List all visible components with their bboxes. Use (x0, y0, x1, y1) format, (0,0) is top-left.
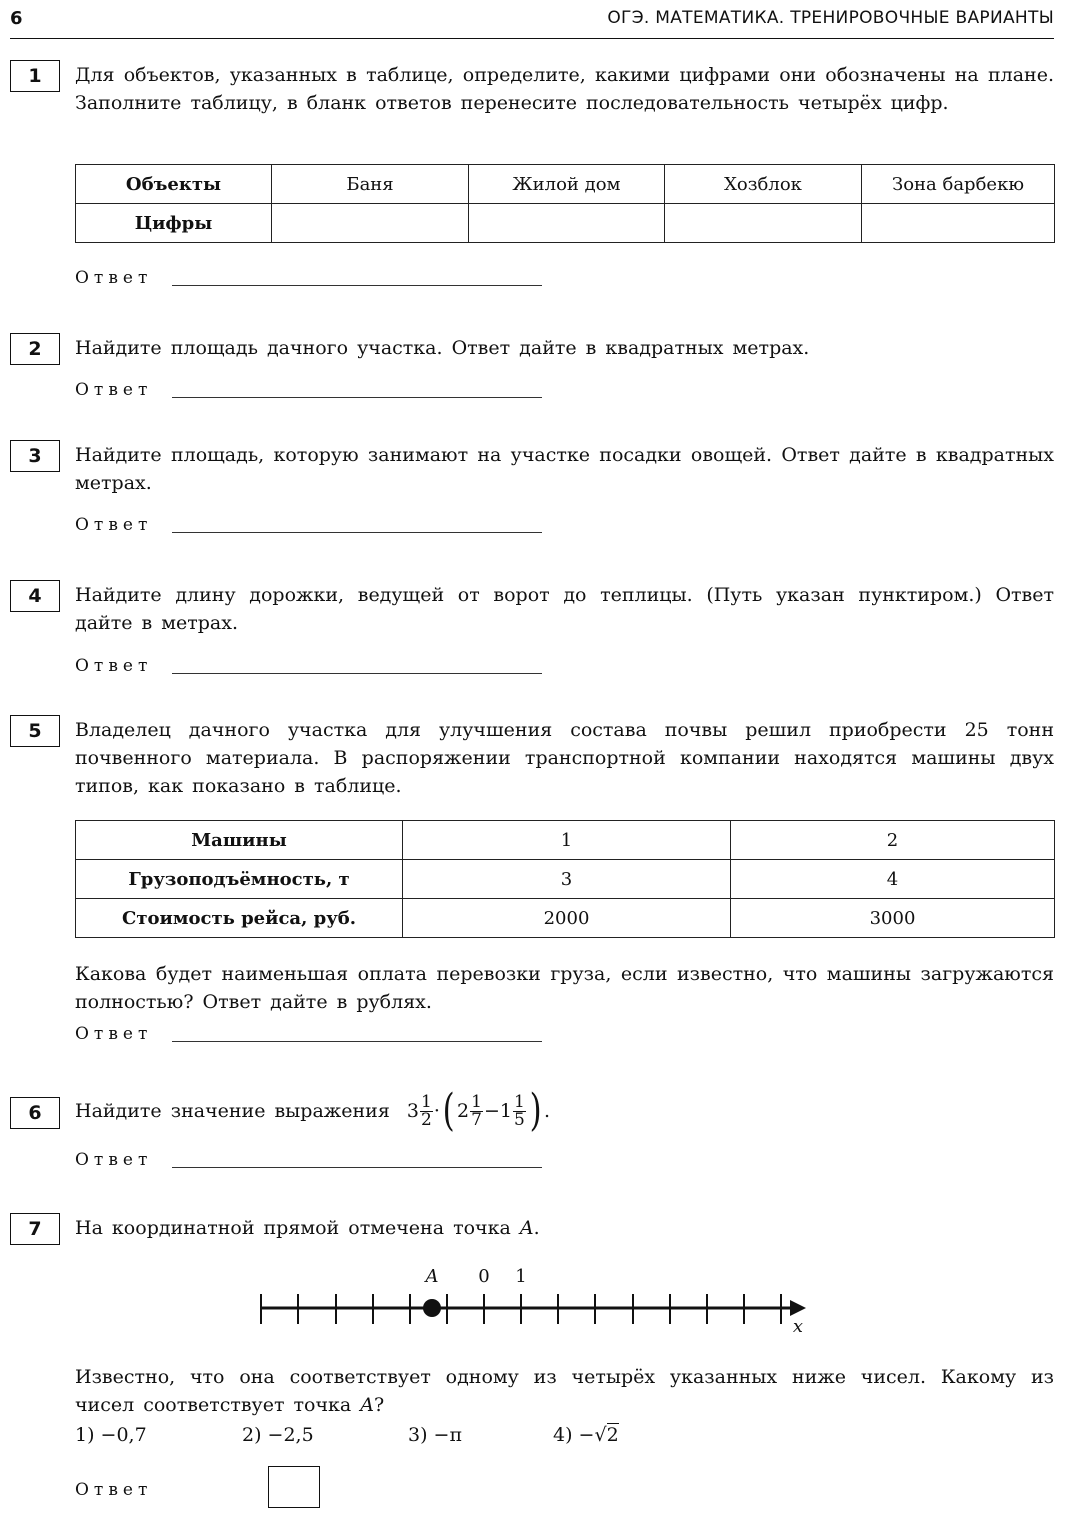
trucks-table (75, 820, 1055, 938)
sqrt-symbol: √ (594, 1424, 607, 1446)
option-4-prefix: 4) − (553, 1424, 595, 1446)
table-row (76, 204, 1055, 243)
table-cell: 2 (731, 821, 1055, 860)
option-2[interactable]: 2) −2,5 (242, 1424, 314, 1446)
numerator: 1 (420, 1091, 432, 1112)
task-7-question (75, 1363, 1054, 1419)
answer-line[interactable] (172, 396, 542, 398)
table-cell: Объекты (76, 165, 272, 204)
table-row (76, 860, 1055, 899)
task-number-box: 7 (10, 1213, 60, 1245)
label-a: A (425, 1266, 439, 1287)
left-paren: ( (442, 1085, 455, 1136)
answer-line[interactable] (172, 531, 542, 533)
whole-part: 1 (499, 1100, 512, 1122)
task-number-box: 2 (10, 333, 60, 365)
answer-cell[interactable] (862, 204, 1055, 243)
table-cell: Грузоподъёмность, т (76, 860, 403, 899)
answer-line[interactable] (172, 1166, 542, 1168)
table-cell: Жилой дом (469, 165, 665, 204)
answer-cell[interactable] (469, 204, 665, 243)
options-row (75, 1424, 775, 1452)
math-expression (406, 1085, 551, 1136)
task-6-lead: Найдите значение выражения (75, 1100, 390, 1122)
task-number-box: 3 (10, 440, 60, 472)
answer-line[interactable] (172, 284, 542, 286)
task-5-question: Какова будет наименьшая оплата перевозки груза, если известно, что машины загружаются полностью? Ответ дайте в рублях. (75, 963, 1054, 1013)
running-title: ОГЭ. МАТЕМАТИКА. ТРЕНИРОВОЧНЫЕ ВАРИАНТЫ (607, 8, 1054, 28)
right-paren: ) (529, 1085, 542, 1136)
table-cell: Машины (76, 821, 403, 860)
table-cell: Стоимость рейса, руб. (76, 899, 403, 938)
table-cell: 1 (403, 821, 731, 860)
answer-row (75, 515, 152, 535)
answer-label: Ответ (75, 656, 153, 676)
label-1: 1 (515, 1266, 527, 1287)
page-number: 6 (10, 8, 23, 29)
answer-row (75, 656, 152, 676)
label-0: 0 (478, 1266, 490, 1287)
numerator: 1 (471, 1091, 482, 1112)
radicand: 2 (606, 1424, 619, 1446)
table-cell: 2000 (403, 899, 731, 938)
task-number-box: 4 (10, 580, 60, 612)
whole-part: 2 (457, 1100, 470, 1122)
task-text: Найдите длину дорожки, ведущей от ворот до теплицы. (Путь указан пунктиром.) Ответ дайте в метрах. (75, 584, 1054, 634)
denominator: 5 (513, 1109, 525, 1130)
point-name: A (519, 1217, 534, 1239)
period: . (533, 1217, 540, 1239)
task-text (75, 1085, 1054, 1136)
option-3[interactable]: 3) −π (408, 1424, 462, 1446)
answer-row (75, 1024, 152, 1044)
question-text: Известно, что она соответствует одному из четырёх указанных ниже чисел. Какому из чисел соответствует точка (75, 1366, 1054, 1416)
answer-line[interactable] (172, 672, 542, 674)
answer-row (75, 268, 152, 288)
answer-label: Ответ (75, 1480, 153, 1500)
fraction (513, 1091, 526, 1130)
table-row (76, 821, 1055, 860)
task-text: Найдите площадь дачного участка. Ответ дайте в квадратных метрах. (75, 337, 810, 359)
answer-label: Ответ (75, 1150, 153, 1170)
task-text: Для объектов, указанных в таблице, определите, какими цифрами они обозначены на плане. Заполните таблицу, в бланк ответов перенесите последовательность четырёх цифр. (75, 64, 1054, 114)
fraction (470, 1091, 483, 1130)
question-mark: ? (374, 1394, 385, 1416)
point-a-marker (423, 1299, 441, 1317)
task-text: Владелец дачного участка для улучшения состава почвы решил приобрести 25 тонн почвенного материала. В распоряжении транспортной компании находятся машины двух типов, как показано в таблице. (75, 719, 1054, 797)
header-rule (10, 38, 1054, 39)
answer-line[interactable] (172, 1040, 542, 1042)
axis-label-x: x (792, 1316, 804, 1337)
answer-cell[interactable] (665, 204, 862, 243)
denominator: 7 (471, 1109, 482, 1130)
minus-sign: − (483, 1100, 500, 1122)
option-4[interactable] (553, 1424, 619, 1446)
answer-row (75, 380, 152, 400)
axis-arrow (790, 1300, 806, 1316)
number-line (250, 1262, 820, 1342)
numerator: 1 (513, 1091, 525, 1112)
table-cell: Хозблок (665, 165, 862, 204)
period: . (543, 1100, 551, 1122)
answer-row-boxed (75, 1480, 152, 1500)
answer-cell[interactable] (272, 204, 469, 243)
answer-label: Ответ (75, 1024, 153, 1044)
task-number-box: 6 (10, 1097, 60, 1129)
task-7-lead: На координатной прямой отмечена точка (75, 1217, 511, 1239)
task-number-box: 1 (10, 60, 60, 92)
whole-part: 3 (406, 1100, 419, 1122)
table-cell: Цифры (76, 204, 272, 243)
task-text (75, 1214, 1054, 1242)
table-cell: 3000 (731, 899, 1055, 938)
table-cell: 3 (403, 860, 731, 899)
table-cell: Зона барбекю (862, 165, 1055, 204)
objects-table (75, 164, 1055, 243)
task-text: Найдите площадь, которую занимают на участке посадки овощей. Ответ дайте в квадратных метрах. (75, 444, 1054, 494)
point-name: A (360, 1394, 375, 1416)
denominator: 2 (420, 1109, 432, 1130)
table-row (76, 165, 1055, 204)
multiply-sign: · (433, 1100, 440, 1122)
fraction (420, 1091, 433, 1130)
table-cell: Баня (272, 165, 469, 204)
answer-row (75, 1150, 152, 1170)
answer-label: Ответ (75, 380, 153, 400)
option-1[interactable]: 1) −0,7 (75, 1424, 147, 1446)
answer-label: Ответ (75, 268, 153, 288)
table-row (76, 899, 1055, 938)
task-number-box: 5 (10, 715, 60, 747)
table-cell: 4 (731, 860, 1055, 899)
answer-box[interactable] (268, 1466, 320, 1508)
answer-label: Ответ (75, 515, 153, 535)
